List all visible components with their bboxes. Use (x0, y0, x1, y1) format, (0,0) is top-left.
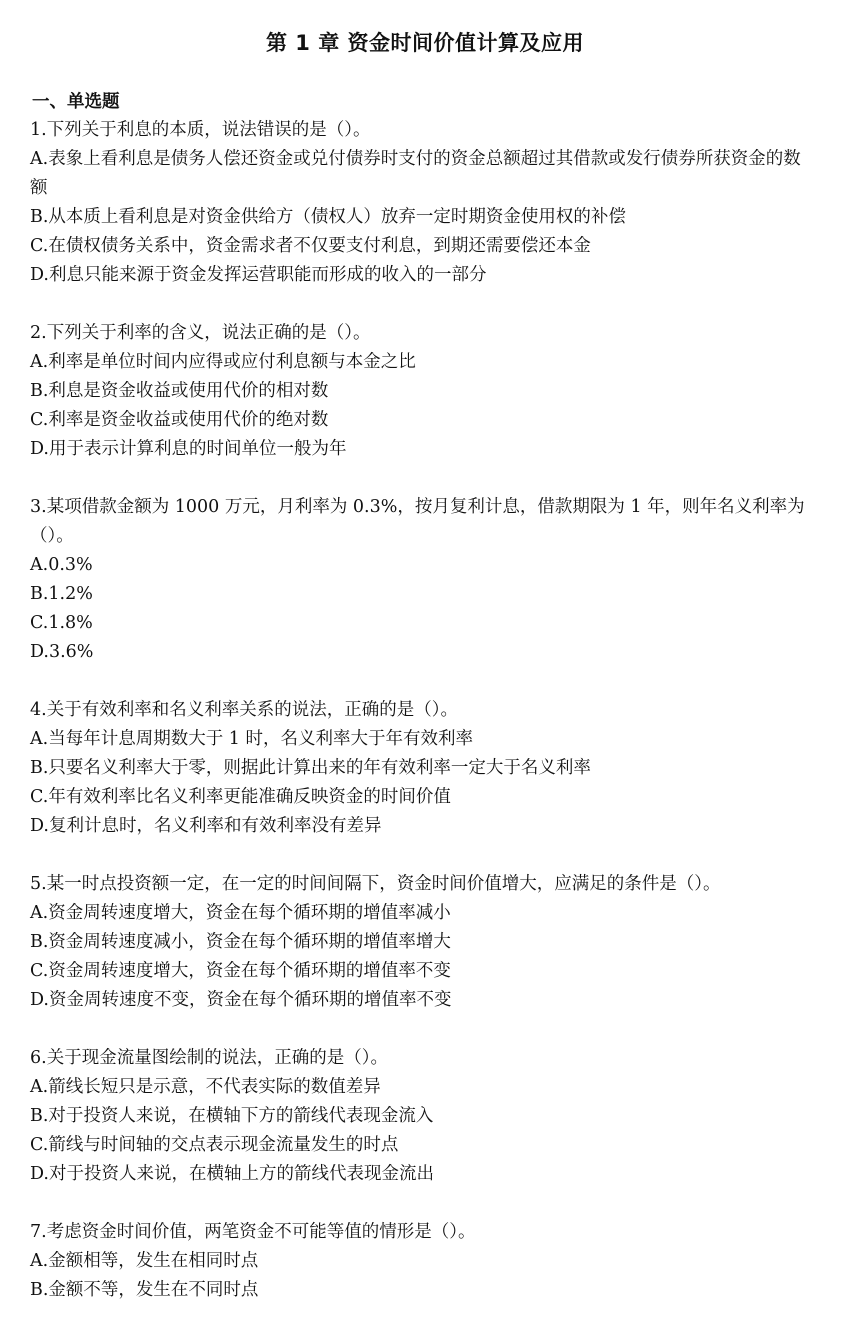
question-list (30, 116, 815, 1334)
answer-option: D.复利计息时，名义利率和有效利率没有差异 (30, 816, 382, 836)
answer-option: D.3.6% (30, 642, 94, 662)
answer-option: A.利率是单位时间内应得或应付利息额与本金之比 (30, 352, 416, 372)
question-stem: 2.下列关于利率的含义，说法正确的是（）。 (30, 323, 371, 343)
answer-option: A.当每年计息周期数大于 1 时，名义利率大于年有效利率 (30, 729, 473, 749)
question-stem: 4.关于有效利率和名义利率关系的说法，正确的是（）。 (30, 700, 458, 720)
question-stem: 6.关于现金流量图绘制的说法，正确的是（）。 (30, 1048, 388, 1068)
answer-option: C.在债权债务关系中，资金需求者不仅要支付利息，到期还需要偿还本金 (30, 236, 591, 256)
answer-option: C.年有效利率比名义利率更能准确反映资金的时间价值 (30, 787, 451, 807)
answer-option: B.从本质上看利息是对资金供给方（债权人）放弃一定时期资金使用权的补偿 (30, 207, 626, 227)
question-item (30, 319, 815, 464)
question-stem: 3.某项借款金额为 1000 万元，月利率为 0.3%，按月复利计息，借款期限为 1 年，则年名义利率为（）。 (30, 497, 805, 546)
answer-option: D.用于表示计算利息的时间单位一般为年 (30, 439, 347, 459)
answer-option: D.利息只能来源于资金发挥运营职能而形成的收入的一部分 (30, 265, 487, 285)
answer-option: B.金额不等，发生在不同时点 (30, 1280, 259, 1300)
question-item (30, 1044, 815, 1189)
chapter-title: 第 1 章 资金时间价值计算及应用 (265, 31, 585, 55)
answer-option: A.表象上看利息是债务人偿还资金或兑付债券时支付的资金总额超过其借款或发行债券所获资金的数额 (30, 149, 801, 198)
answer-option: B.对于投资人来说，在横轴下方的箭线代表现金流入 (30, 1106, 434, 1126)
question-item (30, 1218, 815, 1305)
answer-option: B.1.2% (30, 584, 93, 604)
question-stem: 7.考虑资金时间价值，两笔资金不可能等值的情形是（）。 (30, 1222, 476, 1242)
answer-option: C.1.8% (30, 613, 93, 633)
question-item (30, 870, 815, 1015)
answer-option: C.箭线与时间轴的交点表示现金流量发生的时点 (30, 1135, 399, 1155)
question-stem: 1.下列关于利息的本质，说法错误的是（）。 (30, 120, 371, 140)
answer-option: A.金额相等，发生在相同时点 (30, 1251, 259, 1271)
question-item (30, 696, 815, 841)
answer-option: D.资金周转速度不变，资金在每个循环期的增值率不变 (30, 990, 452, 1010)
answer-option: B.资金周转速度减小，资金在每个循环期的增值率增大 (30, 932, 451, 952)
question-item (30, 116, 815, 290)
answer-option: B.只要名义利率大于零，则据此计算出来的年有效利率一定大于名义利率 (30, 758, 591, 778)
answer-option: C.资金周转速度增大，资金在每个循环期的增值率不变 (30, 961, 451, 981)
question-item (30, 493, 815, 667)
answer-option: A.资金周转速度增大，资金在每个循环期的增值率减小 (30, 903, 451, 923)
question-stem: 5.某一时点投资额一定，在一定的时间间隔下，资金时间价值增大，应满足的条件是（）。 (30, 874, 721, 894)
answer-option: C.利率是资金收益或使用代价的绝对数 (30, 410, 329, 430)
answer-option: A.箭线长短只是示意，不代表实际的数值差异 (30, 1077, 381, 1097)
section-heading: 一、单选题 (32, 92, 120, 112)
answer-option: D.对于投资人来说，在横轴上方的箭线代表现金流出 (30, 1164, 434, 1184)
answer-option: B.利息是资金收益或使用代价的相对数 (30, 381, 329, 401)
answer-option: A.0.3% (30, 555, 93, 575)
